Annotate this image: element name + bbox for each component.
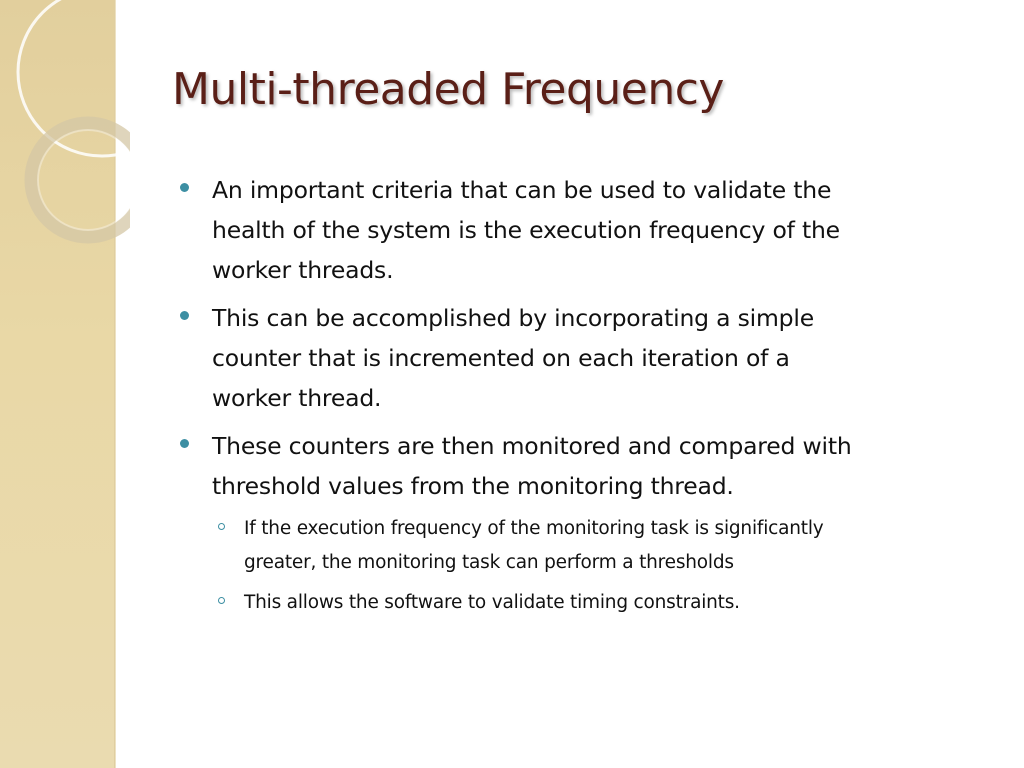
bullet-line: An important criteria that can be used to validate the — [212, 176, 832, 204]
sub-bullet-list — [212, 512, 996, 620]
sub-bullet-ring-icon — [218, 523, 225, 530]
decorative-rings-icon — [0, 0, 130, 260]
bullet-line: health of the system is the execution frequency of the — [212, 216, 840, 244]
bullet-line: These counters are then monitored and compared with — [212, 432, 852, 460]
bullet-dot-icon — [180, 183, 189, 192]
bullet-line: worker thread. — [212, 384, 382, 412]
sub-bullet-line: This allows the software to validate timing constraints. — [244, 592, 740, 613]
bullet-item — [176, 170, 996, 290]
sub-bullet-item — [212, 586, 996, 620]
bullet-item — [176, 426, 996, 620]
bullet-dot-icon — [180, 311, 189, 320]
slide-content — [176, 170, 996, 628]
bullet-line: threshold values from the monitoring thread. — [212, 472, 734, 500]
slide-title: Multi-threaded Frequency — [172, 64, 724, 115]
sub-bullet-line: If the execution frequency of the monitoring task is significantly — [244, 518, 824, 539]
bullet-item — [176, 298, 996, 418]
sub-bullet-item — [212, 512, 996, 580]
bullet-line: counter that is incremented on each iteration of a — [212, 344, 790, 372]
sub-bullet-line: greater, the monitoring task can perform a thresholds — [244, 552, 734, 573]
bullet-dot-icon — [180, 439, 189, 448]
bullet-line: worker threads. — [212, 256, 394, 284]
bullet-line: This can be accomplished by incorporating a simple — [212, 304, 814, 332]
sub-bullet-ring-icon — [218, 597, 225, 604]
bullet-list — [176, 170, 996, 620]
